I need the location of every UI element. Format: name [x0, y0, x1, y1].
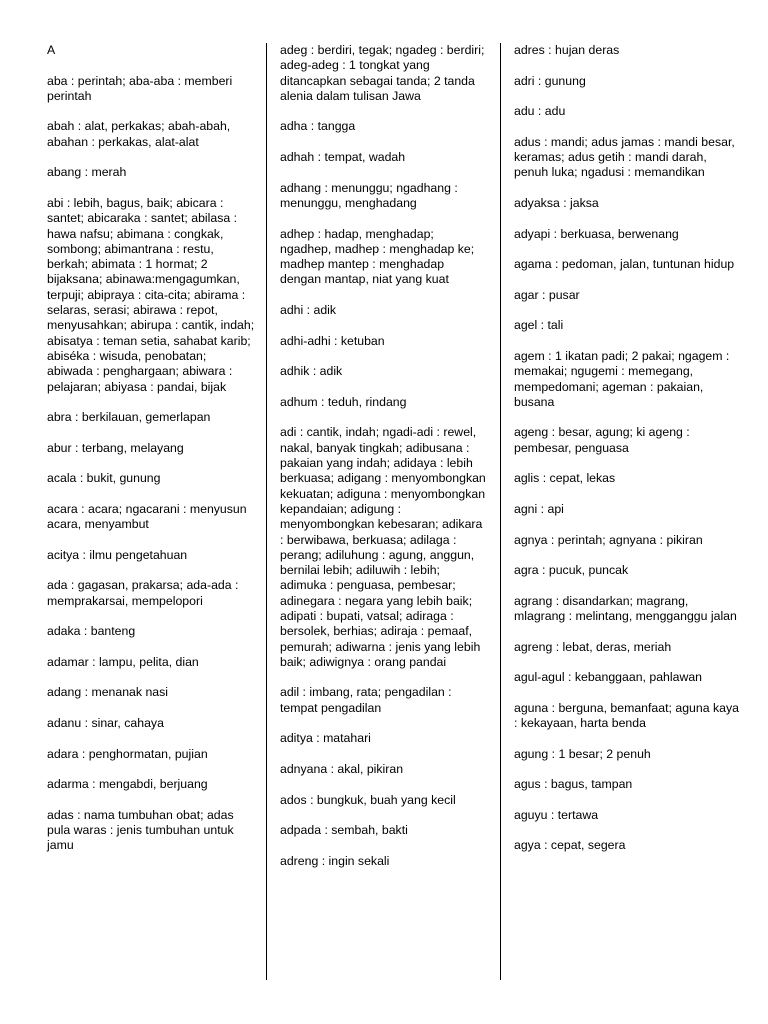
dictionary-entry: adyaksa : jaksa: [514, 195, 599, 210]
dictionary-entry: ados : bungkuk, buah yang kecil: [280, 792, 456, 807]
dictionary-entry: agama : pedoman, jalan, tuntunan hidup: [514, 257, 735, 272]
dictionary-entry: acala : bukit, gunung: [47, 471, 161, 486]
dictionary-entry: adyapi : berkuasa, berwenang: [514, 226, 679, 241]
dictionary-entry: adhep : hadap, menghadap; ngadhep, madhep : menghadap ke; madhep mantep : menghadap dengan mantap, niat yang kuat: [280, 226, 475, 287]
dictionary-entry: agra : pucuk, puncak: [514, 563, 629, 578]
dictionary-entry: adanu : sinar, cahaya: [47, 716, 164, 731]
dictionary-entry: adpada : sembah, bakti: [280, 823, 408, 838]
dictionary-entry: adreng : ingin sekali: [280, 853, 390, 868]
dictionary-entry: aglis : cepat, lekas: [514, 471, 616, 486]
dictionary-entry: aguna : berguna, bemanfaat; aguna kaya : kekayaan, harta benda: [514, 700, 739, 731]
column-2: [280, 43, 488, 884]
dictionary-entry: agrang : disandarkan; magrang, mlagrang : melintang, mengganggu jalan: [514, 593, 737, 623]
dictionary-entry: adarma : mengabdi, berjuang: [47, 777, 208, 792]
dictionary-entry: adamar : lampu, pelita, dian: [47, 654, 199, 669]
column-3: [514, 43, 739, 869]
dictionary-entry: agni : api: [514, 501, 564, 516]
dictionary-entry: adas : nama tumbuhan obat; adas pula waras : jenis tumbuhan untuk jamu: [47, 807, 234, 853]
dictionary-entry: ada : gagasan, prakarsa; ada-ada : memprakarsai, mempelopori: [47, 578, 239, 608]
dictionary-entry: agus : bagus, tampan: [514, 777, 633, 792]
dictionary-entry: adaka : banteng: [47, 624, 136, 639]
dictionary-entry: abah : alat, perkakas; abah-abah, abahan : perkakas, alat-alat: [47, 119, 231, 149]
dictionary-entry: aba : perintah; aba-aba : memberi perintah: [47, 73, 233, 103]
dictionary-entry: abi : lebih, bagus, baik; abicara : santet; abicaraka : santet; abilasa : hawa nafsu; abimana : congkak, sombong; abimantrana : restu, berkah; abimata : 1 hormat; 2 bijaksana; abinawa:mengagumkan, terpuji; abipraya : cita-cita; abirama : selaras, serasi; abirawa : repot, menyusahkan; abirupa : cantik, indah; abisatya : teman setia, sahabat karib; abiséka : wisuda, penobatan; abiwada : penghargaan; abiwara : pelajaran; abiyasa : pandai, bijak: [47, 195, 255, 394]
dictionary-entry: aditya : matahari: [280, 731, 371, 746]
column-1: [47, 43, 255, 869]
dictionary-entry: adara : penghormatan, pujian: [47, 746, 208, 761]
dictionary-entry: abang : merah: [47, 165, 127, 180]
column-divider: [266, 43, 267, 980]
dictionary-entry: adha : tangga: [280, 119, 356, 134]
dictionary-entry: agya : cepat, segera: [514, 838, 626, 853]
dictionary-entry: adang : menanak nasi: [47, 685, 169, 700]
dictionary-entry: adhang : menunggu; ngadhang : menunggu, menghadang: [280, 180, 458, 210]
dictionary-entry: agreng : lebat, deras, meriah: [514, 639, 672, 654]
dictionary-entry: agel : tali: [514, 318, 564, 333]
dictionary-entry: agar : pusar: [514, 287, 580, 302]
dictionary-entry: abra : berkilauan, gemerlapan: [47, 410, 211, 425]
dictionary-entry: adus : mandi; adus jamas : mandi besar, keramas; adus getih : mandi darah, penuh luka; ngadusi : memandikan: [514, 134, 735, 180]
dictionary-entry: agung : 1 besar; 2 penuh: [514, 746, 651, 761]
dictionary-entry: agul-agul : kebanggaan, pahlawan: [514, 670, 703, 685]
column-divider: [500, 43, 501, 980]
dictionary-entry: adhi : adik: [280, 303, 337, 318]
dictionary-entry: adhi-adhi : ketuban: [280, 333, 385, 348]
dictionary-entry: adu : adu: [514, 104, 566, 119]
dictionary-entry: adil : imbang, rata; pengadilan : tempat pengadilan: [280, 685, 452, 715]
dictionary-entry: adri : gunung: [514, 73, 586, 88]
dictionary-entry: adhum : teduh, rindang: [280, 394, 407, 409]
section-letter: A: [47, 43, 56, 57]
dictionary-entry: aguyu : tertawa: [514, 807, 599, 822]
dictionary-entry: adhik : adik: [280, 364, 343, 379]
dictionary-entry: acara : acara; ngacarani : menyusun acara, menyambut: [47, 501, 247, 532]
dictionary-entry: adres : hujan deras: [514, 43, 620, 57]
dictionary-entry: abur : terbang, melayang: [47, 440, 184, 455]
dictionary-entry: agnya : perintah; agnyana : pikiran: [514, 532, 703, 547]
dictionary-entry: adnyana : akal, pikiran: [280, 761, 404, 776]
dictionary-entry: adhah : tempat, wadah: [280, 150, 406, 165]
dictionary-entry: ageng : besar, agung; ki ageng : pembesar, penguasa: [514, 425, 690, 455]
dictionary-entry: agem : 1 ikatan padi; 2 pakai; ngagem : memakai; ngugemi : memegang, mempedomani; ageman : pakaian, busana: [514, 348, 730, 409]
dictionary-entry: acitya : ilmu pengetahuan: [47, 547, 188, 562]
dictionary-entry: adi : cantik, indah; ngadi-adi : rewel, nakal, banyak tingkah; adibusana : pakaian yang indah; adidaya : lebih berkuasa; adigang : menyombongkan kekuatan; adiguna : menyombongkan kepandaian; adigung : menyombongkan kebesaran; adikara : berwibawa, berkuasa; adilaga : perang; adiluhung : agung, anggun, bernilai lebih; adiluwih : lebih; adimuka : penguasa, pembesar; adinegara : negara yang lebih baik; adipati : bupati, vatsal; adiraga : bersolek, berhias; adiraja : pemaaf, pemurah; adiwarna : jenis yang lebih baik; adiwignya : orang pandai: [280, 425, 486, 669]
dictionary-entry: adeg : berdiri, tegak; ngadeg : berdiri; adeg-adeg : 1 tongkat yang ditancapkan sebagai tanda; 2 tanda alenia dalam tulisan Jawa: [280, 43, 485, 103]
